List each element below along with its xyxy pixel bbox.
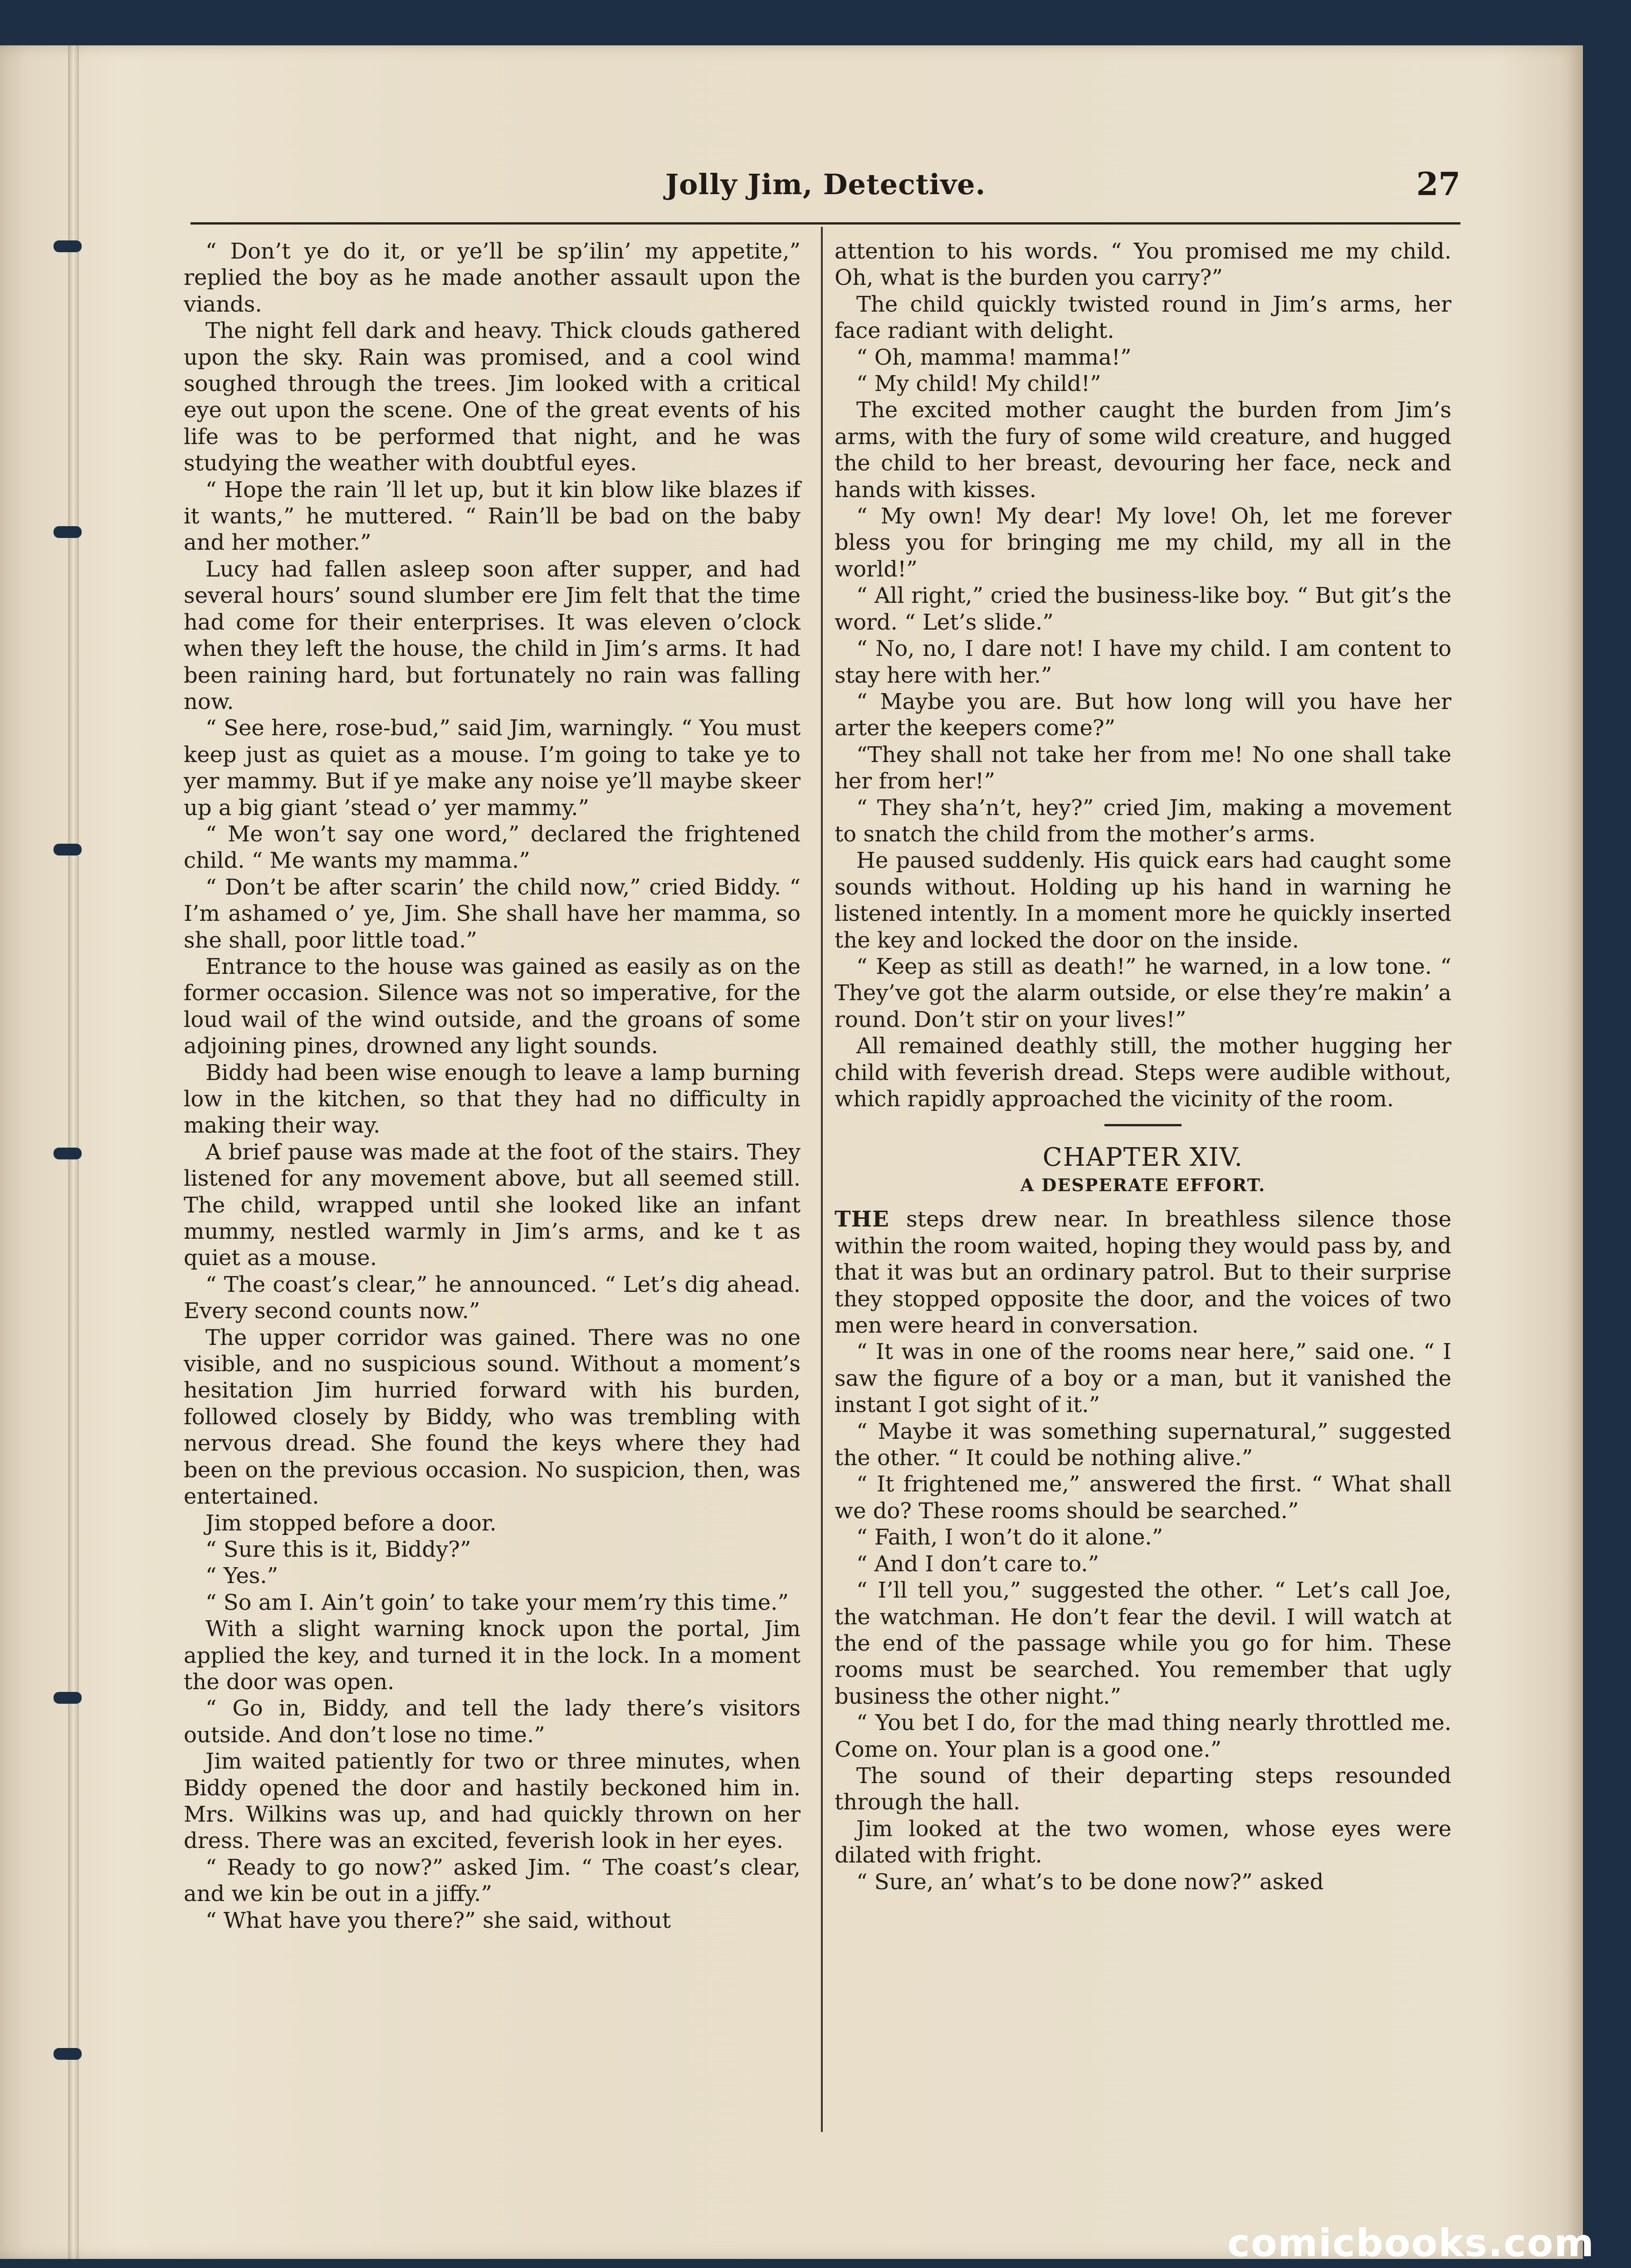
binding-stitch <box>54 1692 82 1704</box>
paragraph: “ The coast’s clear,” he announced. “ Let’s dig ahead. Every second counts now.” <box>184 1271 801 1324</box>
paragraph: “ My child! My child!” <box>856 371 1101 397</box>
chapter-first-paragraph <box>835 1206 1451 1339</box>
paragraph: The sound of their departing steps resounded through the hall. <box>835 1763 1451 1815</box>
paragraph: “ Keep as still as death!” he warned, in a low tone. “ They’ve got the alarm outside, or else they’re makin’ a round. Don’t stir on your lives!” <box>835 953 1451 1032</box>
paragraph: “ No, no, I dare not! I have my child. I am content to stay here with her.” <box>835 636 1451 688</box>
paragraph: “ Maybe it was something supernatural,” suggested the other. “ It could be nothing alive.” <box>835 1418 1451 1471</box>
right-column-top <box>835 238 1451 1112</box>
paragraph: “ My own! My dear! My love! Oh, let me forever bless you for bringing me my child, my all in the world!” <box>835 503 1451 582</box>
paragraph: attention to his words. “ You promised me my child. Oh, what is the burden you carry?” <box>835 239 1451 291</box>
paragraph: He paused suddenly. His quick ears had caught some sounds without. Holding up his hand in warning he listened intently. In a moment more he quickly inserted the key and locked the door on the inside. <box>835 848 1451 953</box>
paragraph: “ Hope the rain ’ll let up, but it kin blow like blazes if it wants,” he muttered. “ Rain’ll be bad on the baby and her mother.” <box>184 477 801 556</box>
paragraph: “ What have you there?” she said, without <box>205 1907 671 1933</box>
paragraph: Lucy had fallen asleep soon after supper, and had several hours’ sound slumber ere Jim felt that the time had come for their enterprises. It was eleven o’clock when they left the house, the child in Jim’s arms. It had been raining hard, but fortunately no rain was falling now. <box>184 556 801 714</box>
paragraph: “ Sure, an’ what’s to be done now?” asked <box>856 1869 1324 1895</box>
chapter-block <box>835 1124 1451 1198</box>
watermark-text: comicbooks.com <box>1227 2221 1595 2265</box>
chapter-subtitle: A DESPERATE EFFORT. <box>1020 1175 1266 1196</box>
binding-stitch <box>54 844 82 855</box>
column-divider <box>821 227 823 2132</box>
paragraph: “ I’ll tell you,” suggested the other. “ Let’s call Joe, the watchman. He don’t fear the devil. I will watch at the end of the passage while you go for him. These rooms must be searched. You remember that ugly business the other night.” <box>835 1578 1451 1709</box>
binding-stitch <box>54 240 82 252</box>
paragraph: Entrance to the house was gained as easily as on the former occasion. Silence was not so imperative, for the loud wail of the wind outside, and the groans of some adjoining pines, drowned any light sounds. <box>184 953 801 1059</box>
page-number: 27 <box>1416 165 1460 203</box>
binding-stitch <box>54 2048 82 2060</box>
paragraph: A brief pause was made at the foot of the stairs. They listened for any movement above, but all seemed still. The child, wrapped until she looked like an infant mummy, nestled warmly in Jim’s arms, and ke t as quiet as a mouse. <box>184 1139 801 1271</box>
paragraph: “ Ready to go now?” asked Jim. “ The coast’s clear, and we kin be out in a jiffy.” <box>184 1854 801 1907</box>
paragraph: “ It frightened me,” answered the first. “ What shall we do? These rooms should be searched.” <box>835 1471 1451 1524</box>
right-column <box>835 238 1451 1895</box>
page-header <box>190 165 1460 218</box>
paragraph: “They shall not take her from me! No one shall take her from her!” <box>835 742 1451 794</box>
left-column <box>184 238 801 1934</box>
paragraph: Biddy had been wise enough to leave a lamp burning low in the kitchen, so that they had no difficulty in making their way. <box>184 1060 801 1139</box>
paragraph: “ They sha’n’t, hey?” cried Jim, making a movement to snatch the child from the mother’s arms. <box>835 795 1451 847</box>
paragraph: “ You bet I do, for the mad thing nearly throttled me. Come on. Your plan is a good one.” <box>835 1710 1451 1762</box>
paragraph: The excited mother caught the burden from Jim’s arms, with the fury of some wild creature, and hugged the child to her breast, devouring her face, neck and hands with kisses. <box>835 397 1451 503</box>
paragraph: “ Don’t ye do it, or ye’ll be sp’ilin’ my appetite,” replied the boy as he made another assault upon the viands. <box>184 239 801 317</box>
paragraph: Jim stopped before a door. <box>205 1510 497 1536</box>
running-title: Jolly Jim, Detective. <box>665 168 986 201</box>
paragraph: The upper corridor was gained. There was no one visible, and no suspicious sound. Without a moment’s hesitation Jim hurried forward with his burden, followed closely by Biddy, who was trembling with nervous dread. She found the keys where they had been on the previous occasion. No suspicion, then, was entertained. <box>184 1325 801 1510</box>
chapter-first-paragraph-text: steps drew near. In breathless silence those within the room waited, hoping they would pass by, and that it was but an ordinary patrol. But to their surprise they stopped opposite the door, and the voices of two men were heard in conversation. <box>835 1207 1451 1339</box>
paragraph: The child quickly twisted round in Jim’s arms, her face radiant with delight. <box>835 291 1451 344</box>
section-rule <box>1104 1124 1182 1126</box>
paragraph: “ So am I. Ain’t goin’ to take your mem’ry this time.” <box>205 1589 789 1615</box>
paragraph: All remained deathly still, the mother hugging her child with feverish dread. Steps were audible without, which rapidly approached the vicinity of the room. <box>835 1033 1451 1112</box>
paragraph: The night fell dark and heavy. Thick clouds gathered upon the sky. Rain was promised, and a cool wind soughed through the trees. Jim looked with a critical eye out upon the scene. One of the great events of his life was to be performed that night, and he was studying the weather with doubtful eyes. <box>184 318 801 476</box>
paragraph: “ All right,” cried the business-like boy. “ But git’s the word. “ Let’s slide.” <box>835 583 1451 635</box>
paragraph: “ It was in one of the rooms near here,” said one. “ I saw the figure of a boy or a man, but it vanished the instant I got sight of it.” <box>835 1339 1451 1418</box>
paragraph: “ Don’t be after scarin’ the child now,” cried Biddy. “ I’m ashamed o’ ye, Jim. She shall have her mamma, so she shall, poor little toad.” <box>184 874 801 953</box>
paragraph: “ Oh, mamma! mamma!” <box>856 344 1132 370</box>
paragraph: Jim looked at the two women, whose eyes were dilated with fright. <box>835 1816 1451 1868</box>
paragraph: “ Maybe you are. But how long will you have her arter the keepers come?” <box>835 689 1451 741</box>
binding-stitch <box>54 1148 82 1159</box>
paragraph: “ Me won’t say one word,” declared the frightened child. “ Me wants my mamma.” <box>184 821 801 874</box>
paragraph: “ Faith, I won’t do it alone.” <box>856 1525 1163 1550</box>
header-rule <box>190 222 1460 225</box>
chapter-lead-word: THE <box>835 1207 889 1232</box>
paragraph: “ Sure this is it, Biddy?” <box>205 1536 471 1562</box>
paragraph: “ Go in, Biddy, and tell the lady there’s visitors outside. And don’t lose no time.” <box>184 1696 801 1748</box>
paragraph: “ See here, rose-bud,” said Jim, warningly. “ You must keep just as quiet as a mouse. I’m going to take ye to yer mammy. But if ye make any noise ye’ll maybe skeer up a big giant ’stead o’ yer mammy.” <box>184 715 801 821</box>
right-column-bottom <box>835 1339 1451 1895</box>
paragraph: “ And I don’t care to.” <box>856 1551 1099 1577</box>
paragraph: With a slight warning knock upon the portal, Jim applied the key, and turned it in the lock. In a moment the door was open. <box>184 1616 801 1695</box>
chapter-heading: CHAPTER XIV. <box>1042 1143 1244 1173</box>
binding-stitch <box>54 526 82 538</box>
paragraph: “ Yes.” <box>205 1563 278 1589</box>
paragraph: Jim waited patiently for two or three minutes, when Biddy opened the door and hastily beckoned him in. Mrs. Wilkins was up, and had quickly thrown on her dress. There was an excited, feverish look in her eyes. <box>184 1749 801 1854</box>
